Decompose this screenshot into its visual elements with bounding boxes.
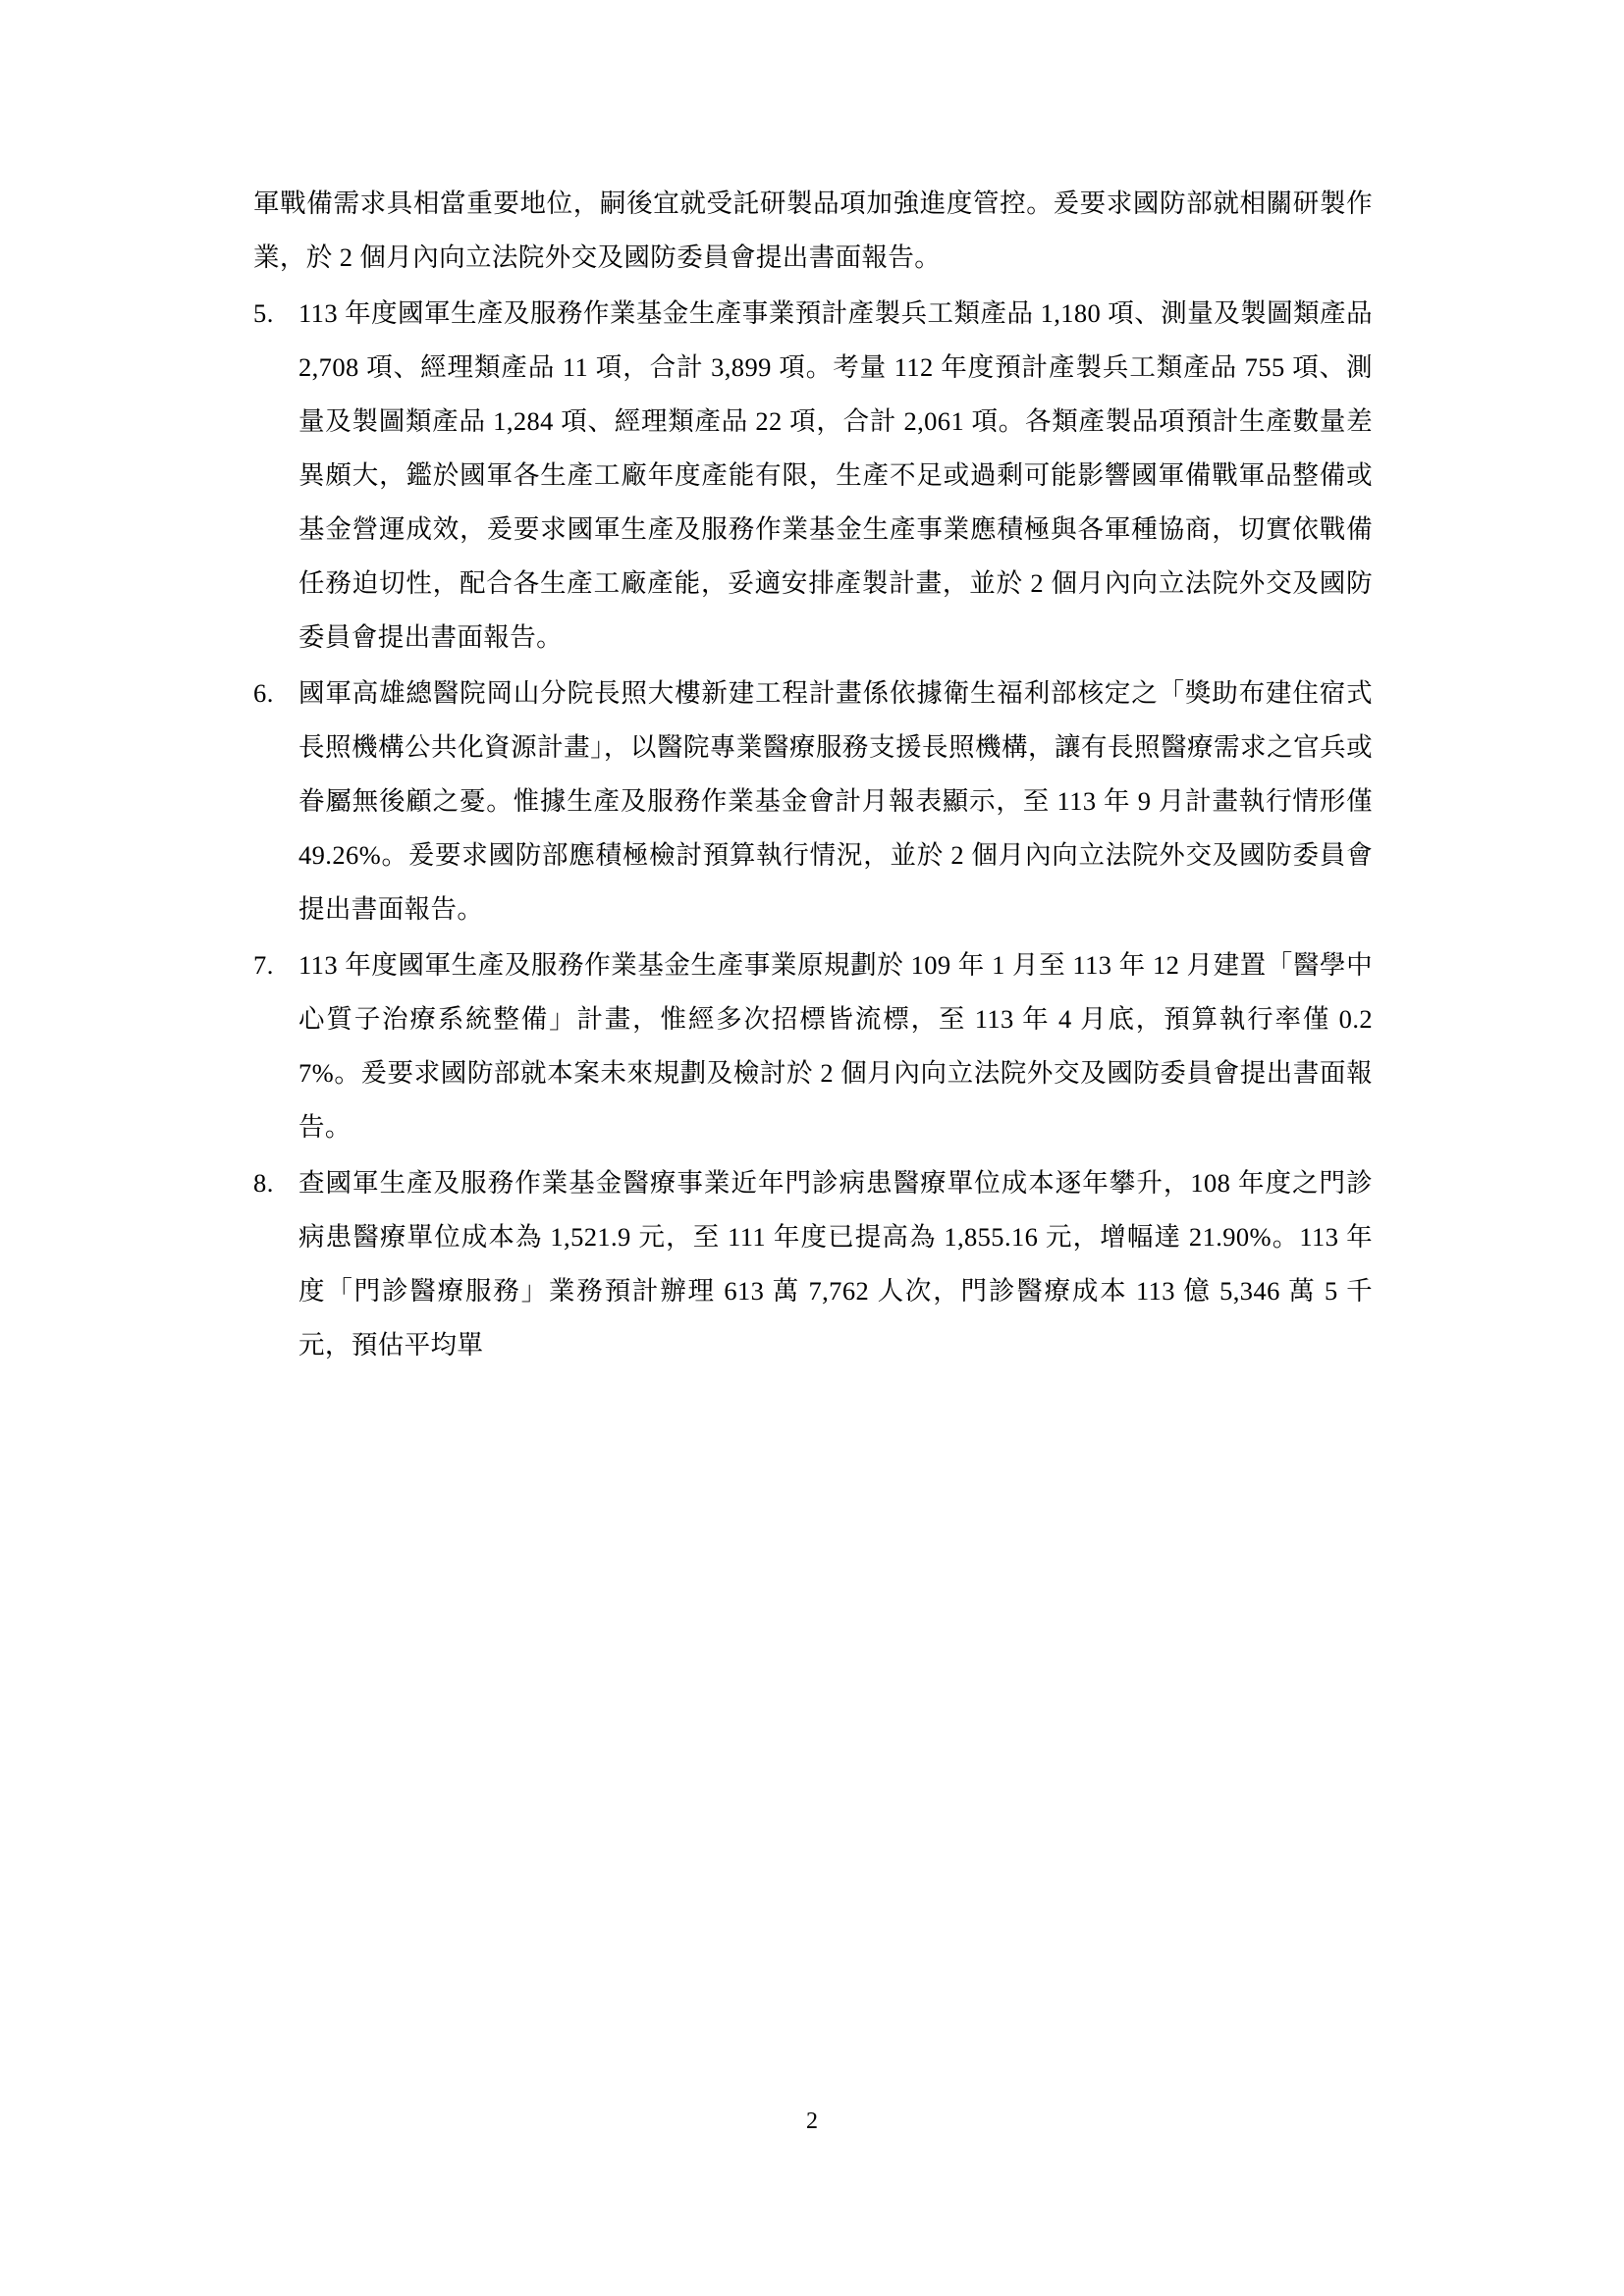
paragraph-marker: 8. xyxy=(253,1168,274,1198)
paragraph-marker: 7. xyxy=(253,950,274,980)
paragraph-text: 113 年度國軍生產及服務作業基金生產事業預計產製兵工類產品 1,180 項、測量及製圖類產品 2,708 項、經理類產品 11 項，合計 3,899 項。考量 112 年度預計產製兵工類產品 755 項、測量及製圖類產品 1,284 項、經理類產品 22 項，合計 2,061 項。各類產製品項預計生產數量差異頗大，鑑於國軍各生產工廠年度產能有限，生產不足或過剩可能影響國軍備戰軍品整備或基金營運成效，爰要求國軍生產及服務作業基金生產事業應積極與各軍種協商，切實依戰備任務迫切性，配合各生產工廠產能，妥適安排產製計畫，並於 2 個月內向立法院外交及國防委員會提出書面報告。 xyxy=(298,298,1373,652)
document-body xyxy=(253,177,1373,1374)
paragraph-continuation xyxy=(253,177,1373,285)
paragraph-text: 國軍高雄總醫院岡山分院長照大樓新建工程計畫係依據衛生福利部核定之「獎助布建住宿式長照機構公共化資源計畫」，以醫院專業醫療服務支援長照機構，讓有長照醫療需求之官兵或眷屬無後顧之憂。惟據生產及服務作業基金會計月報表顯示，至 113 年 9 月計畫執行情形僅 49.26%。爰要求國防部應積極檢討預算執行情況，並於 2 個月內向立法院外交及國防委員會提出書面報告。 xyxy=(298,678,1373,924)
paragraph-marker: 5. xyxy=(253,298,274,328)
paragraph-item-6 xyxy=(253,667,1373,936)
paragraph-text: 查國軍生產及服務作業基金醫療事業近年門診病患醫療單位成本逐年攀升，108 年度之門診病患醫療單位成本為 1,521.9 元，至 111 年度已提高為 1,855.16 元，增幅達 21.90%。113 年度「門診醫療服務」業務預計辦理 613 萬 7,762 人次，門診醫療成本 113 億 5,346 萬 5 千元，預估平均單 xyxy=(298,1168,1373,1360)
paragraph-text: 軍戰備需求具相當重要地位，嗣後宜就受託研製品項加強進度管控。爰要求國防部就相關研製作業，於 2 個月內向立法院外交及國防委員會提出書面報告。 xyxy=(253,188,1373,272)
page-number: 2 xyxy=(806,2109,818,2134)
paragraph-item-5 xyxy=(253,287,1373,665)
paragraph-marker: 6. xyxy=(253,678,274,708)
paragraph-item-7 xyxy=(253,938,1373,1154)
paragraph-text: 113 年度國軍生產及服務作業基金生產事業原規劃於 109 年 1 月至 113 年 12 月建置「醫學中心質子治療系統整備」計畫，惟經多次招標皆流標，至 113 年 4 月底，預算執行率僅 0.27%。爰要求國防部就本案未來規劃及檢討於 2 個月內向立法院外交及國防委員會提出書面報告。 xyxy=(298,950,1373,1142)
paragraph-item-8 xyxy=(253,1156,1373,1372)
